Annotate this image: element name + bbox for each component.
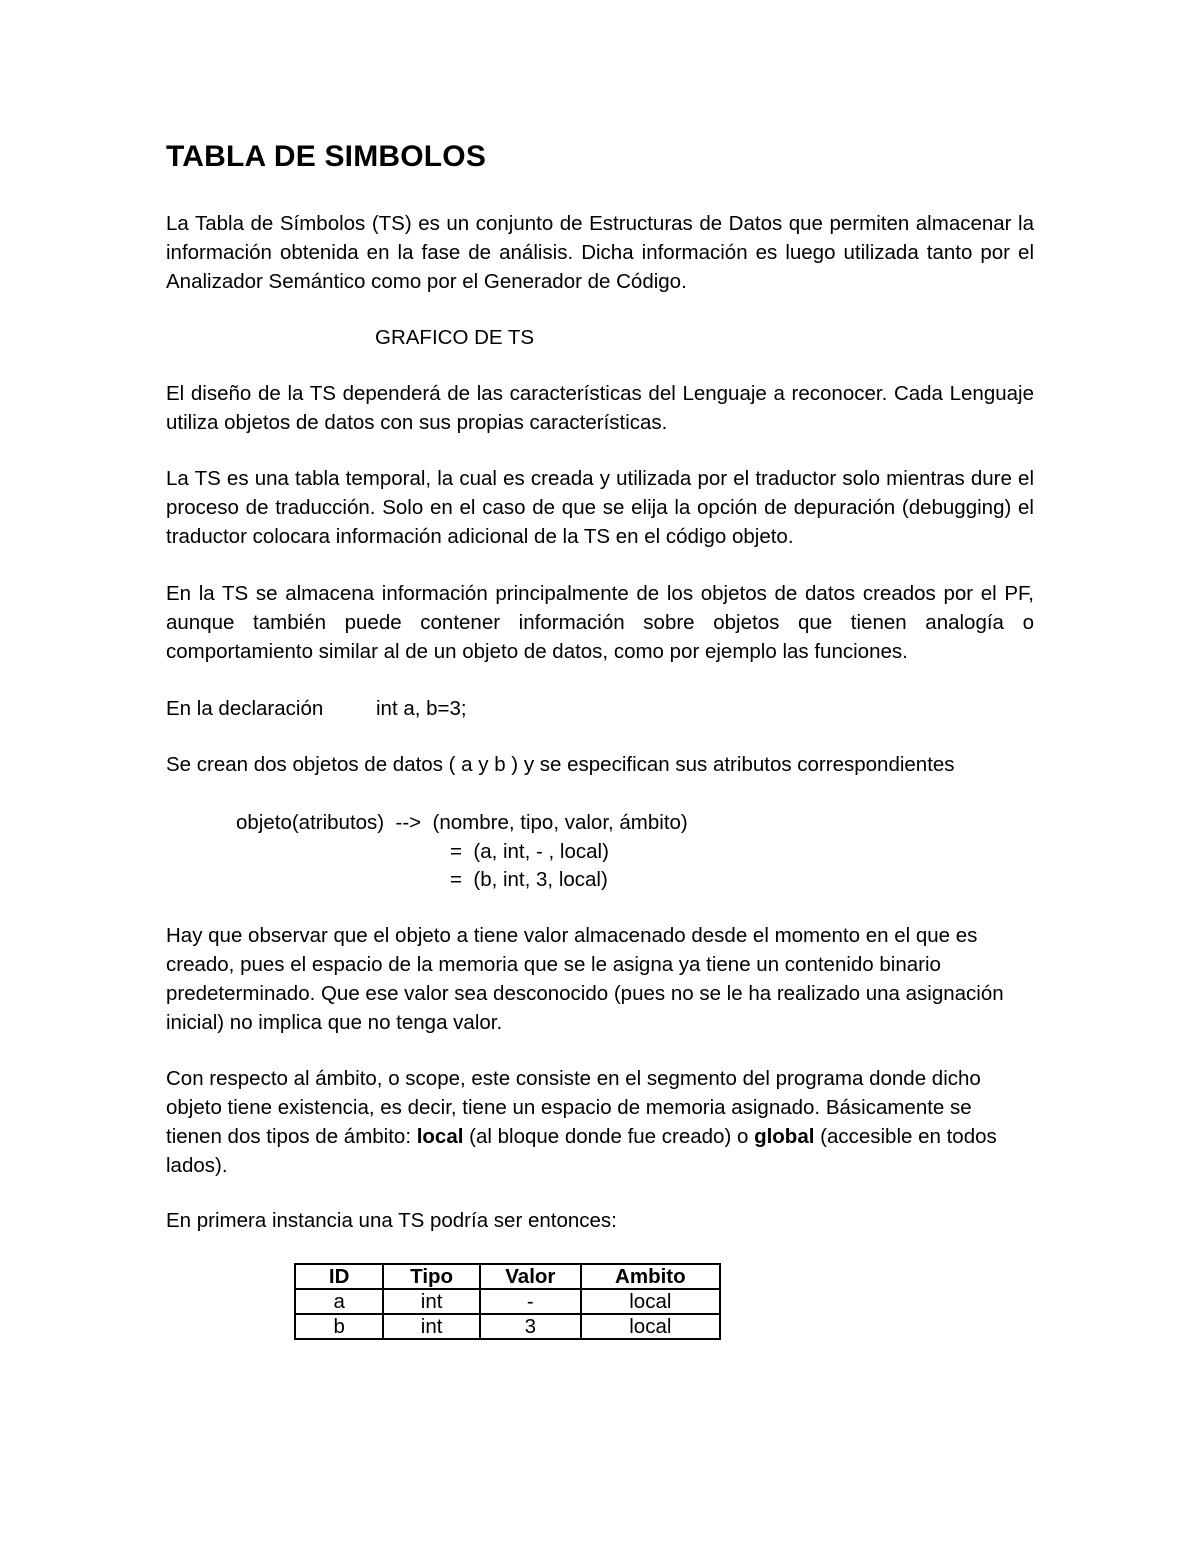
header-id: ID bbox=[295, 1264, 383, 1289]
table-row bbox=[295, 1289, 720, 1314]
temporal-paragraph: La TS es una tabla temporal, la cual es creada y utilizada por el traductor solo mientras dure el proceso de traducción. Solo en el caso de que se elija la opción de depuración (debugging) el traductor colocara información adicional de la TS en el código objeto. bbox=[166, 467, 1034, 548]
design-paragraph: El diseño de la TS dependerá de las características del Lenguaje a reconocer. Cada Lenguaje utiliza objetos de datos con sus propias características. bbox=[166, 382, 1034, 434]
cell-valor: - bbox=[480, 1289, 581, 1314]
cell-tipo: int bbox=[383, 1314, 480, 1339]
first-instance-paragraph: En primera instancia una TS podría ser entonces: bbox=[166, 1209, 617, 1232]
cell-ambito: local bbox=[581, 1314, 720, 1339]
cell-id: a bbox=[295, 1289, 383, 1314]
attribute-value-a-line: = (a, int, - , local) bbox=[450, 840, 609, 863]
attribute-value-b-line: = (b, int, 3, local) bbox=[450, 868, 608, 891]
cell-tipo: int bbox=[383, 1289, 480, 1314]
symbol-table-header-row bbox=[295, 1264, 720, 1289]
scope-text-a: Con respecto al ámbito, o scope, este consiste en el segmento del programa donde dicho objeto tiene existencia, es decir, tiene un espacio de memoria asignado. Básicamente se tienen dos tipos de ámbito: bbox=[166, 1067, 981, 1148]
scope-text-b: (al bloque donde fue creado) o bbox=[463, 1125, 755, 1148]
storage-paragraph: En la TS se almacena información principalmente de los objetos de datos creados por el PF, aunque también puede contener información sobre objetos que tienen analogía o comportamiento similar al de un objeto de datos, como por ejemplo las funciones. bbox=[166, 582, 1034, 663]
cell-valor: 3 bbox=[480, 1314, 581, 1339]
table-row bbox=[295, 1314, 720, 1339]
cell-id: b bbox=[295, 1314, 383, 1339]
symbol-table bbox=[294, 1263, 721, 1340]
declaration-label: En la declaración bbox=[166, 697, 324, 720]
scope-local-term: local bbox=[416, 1125, 464, 1148]
created-objects-paragraph: Se crean dos objetos de datos ( a y b ) y se especifican sus atributos correspondientes bbox=[166, 753, 955, 776]
cell-ambito: local bbox=[581, 1289, 720, 1314]
graphic-label: GRAFICO DE TS bbox=[375, 326, 535, 349]
observation-paragraph: Hay que observar que el objeto a tiene valor almacenado desde el momento en el que es creado, pues el espacio de la memoria que se le asigna ya tiene un contenido binario predeterminado. Que ese valor sea desconocido (pues no se le ha realizado una asignación inicial) no implica que no tenga valor. bbox=[166, 924, 1004, 1034]
header-tipo: Tipo bbox=[383, 1264, 480, 1289]
header-valor: Valor bbox=[480, 1264, 581, 1289]
attribute-definition-line: objeto(atributos) --> (nombre, tipo, valor, ámbito) bbox=[236, 811, 688, 834]
header-ambito: Ambito bbox=[581, 1264, 720, 1289]
scope-paragraph bbox=[166, 1064, 1026, 1180]
declaration-code: int a, b=3; bbox=[376, 697, 467, 720]
intro-paragraph: La Tabla de Símbolos (TS) es un conjunto de Estructuras de Datos que permiten almacenar la información obtenida en la fase de análisis. Dicha información es luego utilizada tanto por el Analizador Semántico como por el Generador de Código. bbox=[166, 212, 1034, 293]
page-title: TABLA DE SIMBOLOS bbox=[166, 140, 487, 173]
scope-global-term: global bbox=[754, 1125, 815, 1148]
scope-text-c: (accesible en todos lados). bbox=[166, 1125, 997, 1177]
